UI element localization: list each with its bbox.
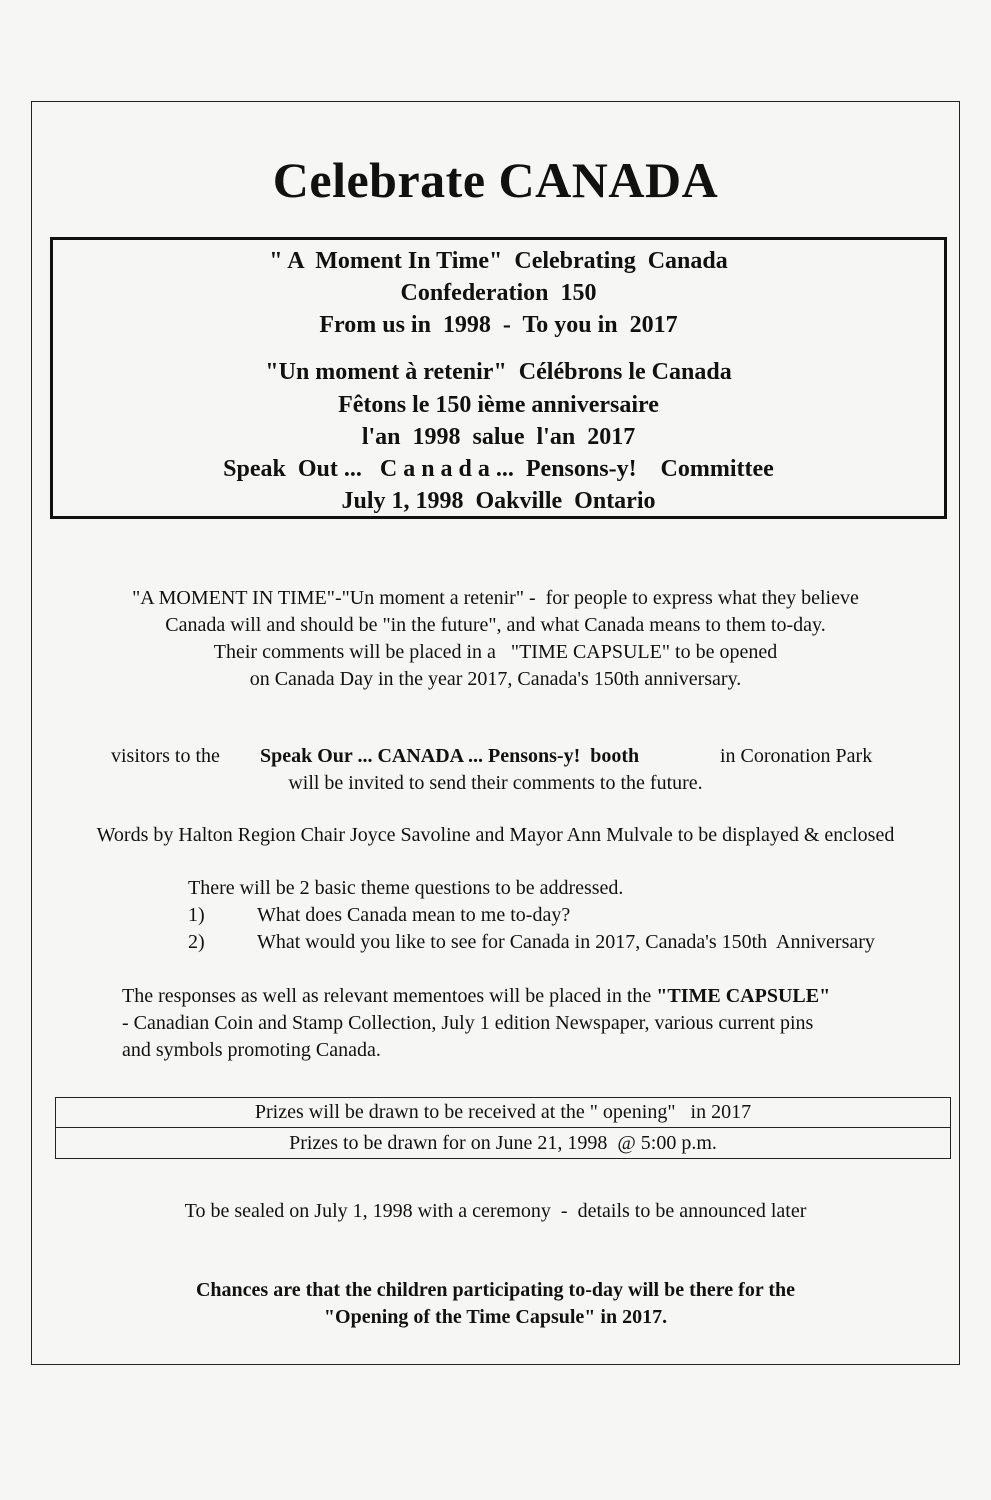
header-line-date-location: July 1, 1998 Oakville Ontario [341,488,656,514]
prize-row-2: Prizes to be drawn for on June 21, 1998 @ 5:00 p.m. [289,1132,717,1154]
question-number-1: 1) [188,904,205,926]
header-line-english-title: " A Moment In Time" Celebrating Canada [269,248,728,274]
booth-prefix: visitors to the [111,745,220,767]
booth-name: Speak Our ... CANADA ... Pensons-y! booth [260,745,640,767]
closing-line-2: "Opening of the Time Capsule" in 2017. [323,1306,668,1328]
header-line-french-anniversary: Fêtons le 150 ième anniversaire [338,392,659,418]
prize-divider [56,1127,950,1128]
prize-row-1: Prizes will be drawn to be received at the " opening" in 2017 [254,1101,752,1123]
booth-suffix: in Coronation Park [720,745,873,767]
responses-line-1 [122,983,830,1010]
intro-line-2: Canada will and should be "in the future", and what Canada means to them to-day. [165,614,826,636]
intro-line-1: "A MOMENT IN TIME"-"Un moment a retenir" - for people to express what they believe [132,587,859,609]
header-line-from-to: From us in 1998 - To you in 2017 [319,312,678,338]
responses-time-capsule: "TIME CAPSULE" [656,985,831,1007]
page-title: Celebrate CANADA [272,152,719,208]
question-number-2: 2) [188,931,205,953]
header-box [50,237,947,519]
booth-line-2: will be invited to send their comments to the future. [288,772,703,794]
questions-intro: There will be 2 basic theme questions to be addressed. [188,877,624,899]
header-line-committee: Speak Out ... C a n a d a ... Pensons-y! Committee [223,456,774,482]
responses-line-2: - Canadian Coin and Stamp Collection, July 1 edition Newspaper, various current pins [122,1012,814,1034]
responses-line-1-text: The responses as well as relevant mementoes will be placed in the [122,985,657,1007]
sealing-line: To be sealed on July 1, 1998 with a ceremony - details to be announced later [184,1200,807,1222]
intro-line-3: Their comments will be placed in a "TIME CAPSULE" to be opened [213,641,778,663]
closing-line-1: Chances are that the children participating to-day will be there for the [195,1279,796,1301]
question-text-2: What would you like to see for Canada in 2017, Canada's 150th Anniversary [257,931,875,953]
header-line-french-title: "Un moment à retenir" Célébrons le Canada [265,359,732,385]
header-line-confederation: Confederation 150 [400,280,597,306]
responses-line-3: and symbols promoting Canada. [122,1039,381,1061]
header-line-french-years: l'an 1998 salue l'an 2017 [361,424,636,450]
intro-line-4: on Canada Day in the year 2017, Canada's 150th anniversary. [249,668,742,690]
words-line: Words by Halton Region Chair Joyce Savoline and Mayor Ann Mulvale to be displayed & enclosed [96,824,895,846]
question-text-1: What does Canada mean to me to-day? [257,904,571,926]
prizes-table [55,1097,951,1159]
